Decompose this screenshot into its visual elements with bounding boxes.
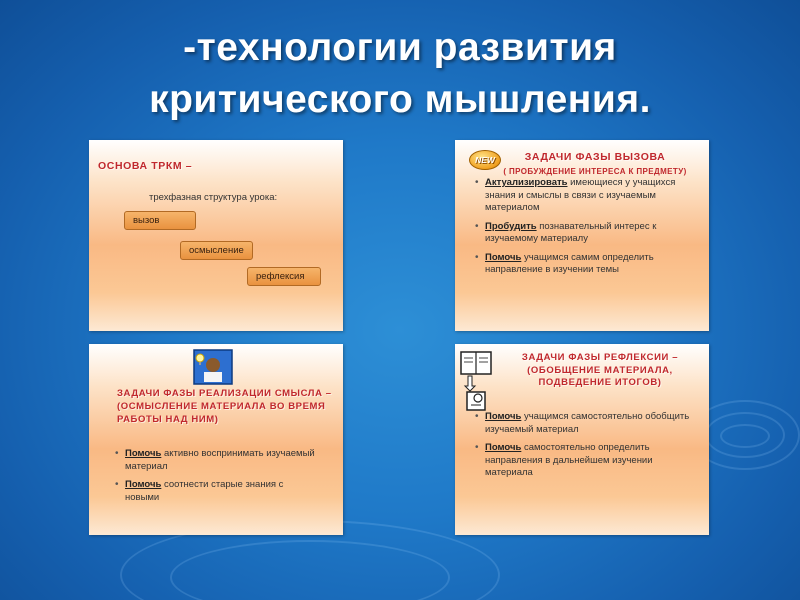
list-item	[115, 479, 315, 504]
water-ripple-decoration	[720, 424, 770, 448]
task-text: активно воспринимать изучаемый материал	[125, 448, 315, 472]
stage-reflection-button[interactable]: рефлексия	[247, 267, 321, 286]
title-line-2: критического мышления.	[149, 78, 651, 121]
slide-title	[0, 22, 800, 126]
task-text: учащимся самим определить направление в изучении темы	[485, 251, 654, 275]
list-item	[475, 411, 700, 436]
card-challenge-phase	[455, 140, 709, 331]
task-verb: Пробудить	[485, 220, 537, 232]
card-trkm-subtitle: трехфазная структура урока:	[149, 192, 278, 203]
task-text: самостоятельно определить направления в дальнейшем изучении материала	[485, 442, 653, 478]
card-challenge-subheader: ( ПРОБУЖДЕНИЕ ИНТЕРЕСА К ПРЕДМЕТУ)	[503, 167, 687, 176]
card-reflection-header: ЗАДАЧИ ФАЗЫ РЕФЛЕКСИИ – (ОБОБЩЕНИЕ МАТЕРИАЛА, ПОДВЕДЕНИЕ ИТОГОВ)	[521, 352, 679, 388]
card-challenge-header: ЗАДАЧИ ФАЗЫ ВЫЗОВА	[524, 151, 666, 163]
list-item	[475, 177, 703, 215]
card-trkm-basis	[89, 140, 343, 331]
new-badge-icon: NEW	[469, 150, 501, 170]
task-text: соотнести старые знания с новыми	[125, 479, 284, 503]
task-verb: Помочь	[485, 411, 522, 422]
card-realization-phase	[89, 344, 343, 535]
task-verb: Помочь	[485, 442, 522, 453]
realization-task-list	[115, 448, 315, 510]
list-item	[475, 221, 703, 246]
task-verb: Актуализировать	[485, 177, 568, 188]
challenge-task-list	[475, 177, 703, 283]
stage-challenge-button[interactable]: вызов	[124, 211, 196, 230]
list-item	[475, 252, 703, 277]
title-line-1: -технологии развития	[183, 26, 617, 69]
task-verb: Помочь	[125, 479, 162, 490]
book-arrow-icon	[459, 348, 495, 412]
task-text: учащимся самостоятельно обобщить изучаемый материал	[485, 411, 690, 435]
stage-comprehension-button[interactable]: осмысление	[180, 241, 253, 260]
card-reflection-phase	[455, 344, 709, 535]
task-verb: Помочь	[485, 251, 522, 263]
reflection-task-list	[475, 411, 700, 486]
task-text: имеющиеся у учащихся знания и смыслы в связи с изучаемым материалом	[485, 177, 676, 213]
person-idea-icon	[193, 349, 233, 385]
task-verb: Помочь	[125, 448, 162, 459]
list-item	[475, 442, 700, 480]
card-realization-header: ЗАДАЧИ ФАЗЫ РЕАЛИЗАЦИИ СМЫСЛА – (ОСМЫСЛЕНИЕ МАТЕРИАЛА ВО ВРЕМЯ РАБОТЫ НАД НИМ)	[117, 388, 332, 425]
task-text: познавательный интерес к изучаемому материалу	[485, 220, 657, 244]
card-trkm-header: ОСНОВА ТРКМ –	[98, 160, 193, 172]
list-item	[115, 448, 315, 473]
